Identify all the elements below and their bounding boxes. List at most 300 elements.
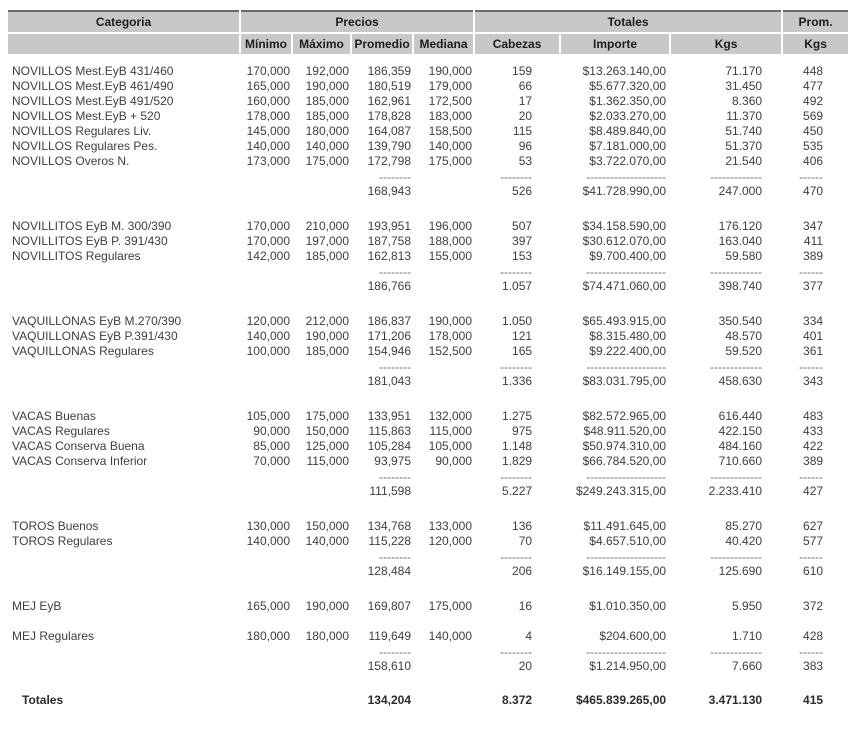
dash-mediana bbox=[413, 359, 474, 374]
category-promedio: 171,206 bbox=[367, 329, 411, 343]
category-prom: 428 bbox=[803, 629, 824, 643]
category-importe: $8.489.840,00 bbox=[589, 124, 667, 138]
subtotal-mediana bbox=[413, 484, 474, 499]
category-categoria: VACAS Conserva Buena bbox=[12, 439, 145, 453]
dash-categoria bbox=[8, 549, 240, 564]
category-minimo: 70,000 bbox=[253, 454, 290, 468]
category-cabezas: 153 bbox=[512, 249, 533, 263]
subtotal-prom: 427 bbox=[803, 484, 824, 498]
category-kgs: 8.360 bbox=[732, 94, 763, 108]
spacer bbox=[8, 54, 848, 64]
category-categoria: VAQUILLONAS EyB M.270/390 bbox=[12, 314, 182, 328]
category-promedio: 180,519 bbox=[367, 79, 411, 93]
category-minimo: 140,000 bbox=[246, 534, 290, 548]
subtotal-importe: $249.243.315,00 bbox=[575, 484, 667, 498]
category-importe: $82.572.965,00 bbox=[582, 409, 667, 423]
subtotal-mediana bbox=[413, 279, 474, 294]
category-row bbox=[8, 64, 848, 79]
category-promedio: 172,798 bbox=[367, 154, 411, 168]
category-minimo: 170,000 bbox=[246, 64, 290, 78]
subtotal-prom: 383 bbox=[803, 659, 824, 673]
subtotal-maximo bbox=[292, 279, 351, 294]
category-cabezas: 975 bbox=[512, 424, 533, 438]
subtotal-categoria bbox=[8, 184, 240, 199]
grand-total-cabezas: 8.372 bbox=[502, 693, 533, 707]
category-row bbox=[8, 454, 848, 469]
header-group-precios: Precios bbox=[240, 11, 474, 33]
dash-kgs: ------------- bbox=[710, 549, 763, 564]
dash-kgs: ------------- bbox=[710, 169, 763, 184]
category-kgs: 163.040 bbox=[718, 234, 763, 248]
category-importe: $5.677.320,00 bbox=[589, 79, 667, 93]
category-promedio: 119,649 bbox=[368, 629, 411, 643]
category-maximo: 150,000 bbox=[305, 519, 349, 533]
category-promedio: 134,768 bbox=[367, 519, 411, 533]
subtotal-row bbox=[8, 564, 848, 579]
spacer bbox=[8, 614, 848, 629]
subtotal-cabezas: 1.057 bbox=[502, 279, 533, 293]
subtotal-kgs: 125.690 bbox=[718, 564, 763, 578]
category-row bbox=[8, 94, 848, 109]
subtotal-minimo bbox=[240, 184, 292, 199]
spacer bbox=[8, 674, 848, 693]
header-group-prom: Prom. bbox=[782, 11, 848, 33]
subtotal-row bbox=[8, 184, 848, 199]
dash-row bbox=[8, 469, 848, 484]
subtotal-promedio: 186,766 bbox=[367, 279, 411, 293]
category-minimo: 140,000 bbox=[246, 329, 290, 343]
category-prom: 492 bbox=[803, 94, 824, 108]
category-prom: 334 bbox=[803, 314, 824, 328]
category-cabezas: 165 bbox=[512, 344, 533, 358]
category-kgs: 51.740 bbox=[725, 124, 763, 138]
price-report-table bbox=[8, 10, 848, 708]
subtotal-cabezas: 5.227 bbox=[502, 484, 533, 498]
subtotal-maximo bbox=[292, 184, 351, 199]
category-prom: 406 bbox=[803, 154, 824, 168]
category-promedio: 115,228 bbox=[368, 534, 411, 548]
category-promedio: 186,359 bbox=[367, 64, 411, 78]
subtotal-kgs: 7.660 bbox=[732, 659, 763, 673]
subtotal-kgs: 398.740 bbox=[718, 279, 763, 293]
dash-maximo bbox=[292, 359, 351, 374]
category-mediana: 172,500 bbox=[428, 94, 473, 108]
category-promedio: 115,863 bbox=[368, 424, 411, 438]
category-cabezas: 70 bbox=[518, 534, 533, 548]
spacer-row bbox=[8, 294, 848, 314]
header-group-row bbox=[8, 11, 848, 33]
category-minimo: 178,000 bbox=[246, 109, 290, 123]
dash-kgs: ------------- bbox=[710, 359, 763, 374]
category-minimo: 160,000 bbox=[246, 94, 290, 108]
category-mediana: 175,000 bbox=[428, 599, 473, 613]
category-importe: $1.010.350,00 bbox=[589, 599, 667, 613]
dash-cabezas: -------- bbox=[500, 359, 533, 374]
grand-total-categoria: Totales bbox=[22, 693, 64, 707]
subtotal-kgs: 458.630 bbox=[718, 374, 763, 388]
dash-maximo bbox=[292, 169, 351, 184]
category-mediana: 132,000 bbox=[428, 409, 473, 423]
category-kgs: 71.170 bbox=[725, 64, 763, 78]
category-minimo: 120,000 bbox=[246, 314, 290, 328]
category-maximo: 210,000 bbox=[305, 219, 349, 233]
category-row bbox=[8, 519, 848, 534]
subtotal-categoria bbox=[8, 374, 240, 389]
dash-maximo bbox=[292, 644, 351, 659]
subtotal-row bbox=[8, 279, 848, 294]
category-kgs: 422.150 bbox=[718, 424, 763, 438]
subtotal-minimo bbox=[240, 374, 292, 389]
subtotal-row bbox=[8, 374, 848, 389]
category-minimo: 85,000 bbox=[253, 439, 290, 453]
category-prom: 411 bbox=[803, 234, 824, 248]
dash-mediana bbox=[413, 169, 474, 184]
category-kgs: 59.520 bbox=[725, 344, 763, 358]
category-importe: $2.033.270,00 bbox=[589, 109, 667, 123]
subtotal-importe: $16.149.155,00 bbox=[582, 564, 667, 578]
table-body bbox=[8, 54, 848, 708]
dash-importe: -------------------- bbox=[586, 644, 667, 659]
category-categoria: VACAS Buenas bbox=[12, 409, 96, 423]
category-categoria: VAQUILLONAS Regulares bbox=[12, 344, 154, 358]
category-mediana: 196,000 bbox=[428, 219, 473, 233]
category-kgs: 48.570 bbox=[725, 329, 763, 343]
dash-minimo bbox=[240, 644, 292, 659]
dash-importe: -------------------- bbox=[586, 169, 667, 184]
category-categoria: VAQUILLONAS EyB P.391/430 bbox=[12, 329, 178, 343]
category-importe: $11.491.645,00 bbox=[583, 519, 667, 533]
category-mediana: 152,500 bbox=[428, 344, 473, 358]
spacer bbox=[8, 499, 848, 519]
subtotal-kgs: 247.000 bbox=[718, 184, 763, 198]
category-kgs: 11.370 bbox=[726, 109, 763, 123]
category-mediana: 133,000 bbox=[428, 519, 473, 533]
category-prom: 372 bbox=[803, 599, 824, 613]
subtotal-minimo bbox=[240, 279, 292, 294]
subtotal-categoria bbox=[8, 659, 240, 674]
category-maximo: 197,000 bbox=[305, 234, 349, 248]
category-prom: 422 bbox=[803, 439, 824, 453]
dash-promedio: -------- bbox=[379, 549, 411, 564]
category-row bbox=[8, 139, 848, 154]
category-categoria: NOVILLITOS Regulares bbox=[12, 249, 141, 263]
category-row bbox=[8, 534, 848, 549]
category-mediana: 105,000 bbox=[428, 439, 473, 453]
subtotal-cabezas: 1.336 bbox=[502, 374, 533, 388]
dash-categoria bbox=[8, 469, 240, 484]
category-categoria: NOVILLITOS EyB P. 391/430 bbox=[12, 234, 168, 248]
category-cabezas: 17 bbox=[518, 94, 533, 108]
grand-total-mediana bbox=[413, 693, 474, 708]
dash-maximo bbox=[292, 549, 351, 564]
spacer-row bbox=[8, 674, 848, 693]
category-cabezas: 96 bbox=[518, 139, 533, 153]
category-row bbox=[8, 629, 848, 644]
category-maximo: 185,000 bbox=[305, 344, 349, 358]
header-categoria-empty bbox=[8, 33, 240, 54]
category-maximo: 192,000 bbox=[305, 64, 349, 78]
dash-minimo bbox=[240, 469, 292, 484]
category-promedio: 187,758 bbox=[367, 234, 411, 248]
category-kgs: 5.950 bbox=[732, 599, 763, 613]
category-maximo: 175,000 bbox=[305, 409, 349, 423]
category-prom: 569 bbox=[803, 109, 824, 123]
category-importe: $9.700.400,00 bbox=[589, 249, 667, 263]
category-categoria: NOVILLOS Mest.EyB 461/490 bbox=[12, 79, 174, 93]
category-importe: $34.158.590,00 bbox=[582, 219, 667, 233]
category-row bbox=[8, 329, 848, 344]
category-categoria: NOVILLOS Regulares Pes. bbox=[12, 139, 158, 153]
category-promedio: 162,813 bbox=[367, 249, 411, 263]
subtotal-maximo bbox=[292, 659, 351, 674]
subtotal-promedio: 181,043 bbox=[367, 374, 411, 388]
category-mediana: 190,000 bbox=[428, 314, 473, 328]
category-minimo: 165,000 bbox=[246, 599, 290, 613]
category-categoria: NOVILLOS Mest.EyB + 520 bbox=[12, 109, 161, 123]
category-importe: $65.493.915,00 bbox=[582, 314, 667, 328]
grand-total-maximo bbox=[292, 693, 351, 708]
subtotal-minimo bbox=[240, 564, 292, 579]
grand-total-promedio: 134,204 bbox=[367, 693, 411, 707]
category-promedio: 154,946 bbox=[367, 344, 411, 358]
dash-kgs: ------------- bbox=[710, 469, 763, 484]
category-cabezas: 507 bbox=[512, 219, 533, 233]
spacer bbox=[8, 579, 848, 599]
header-categoria: Categoria bbox=[8, 11, 240, 33]
category-mediana: 115,000 bbox=[429, 424, 473, 438]
dash-categoria bbox=[8, 169, 240, 184]
spacer bbox=[8, 199, 848, 219]
dash-prom: ------ bbox=[799, 549, 824, 564]
category-kgs: 616.440 bbox=[718, 409, 763, 423]
category-maximo: 185,000 bbox=[305, 94, 349, 108]
category-kgs: 59.580 bbox=[725, 249, 763, 263]
category-prom: 535 bbox=[803, 139, 824, 153]
subtotal-promedio: 158,610 bbox=[367, 659, 411, 673]
category-importe: $7.181.000,00 bbox=[589, 139, 667, 153]
grand-total-prom: 415 bbox=[803, 693, 824, 707]
header-sub-row bbox=[8, 33, 848, 54]
category-maximo: 212,000 bbox=[305, 314, 349, 328]
subtotal-promedio: 111,598 bbox=[369, 484, 411, 498]
category-prom: 347 bbox=[803, 219, 824, 233]
dash-prom: ------ bbox=[799, 264, 824, 279]
subtotal-minimo bbox=[240, 659, 292, 674]
subtotal-minimo bbox=[240, 484, 292, 499]
category-row bbox=[8, 249, 848, 264]
subtotal-categoria bbox=[8, 279, 240, 294]
header-minimo: Mínimo bbox=[240, 33, 292, 54]
dash-cabezas: -------- bbox=[500, 469, 533, 484]
subtotal-mediana bbox=[413, 374, 474, 389]
subtotal-categoria bbox=[8, 484, 240, 499]
category-row bbox=[8, 154, 848, 169]
category-minimo: 145,000 bbox=[246, 124, 290, 138]
category-minimo: 105,000 bbox=[246, 409, 290, 423]
category-mediana: 188,000 bbox=[428, 234, 473, 248]
category-importe: $3.722.070,00 bbox=[589, 154, 667, 168]
category-minimo: 173,000 bbox=[246, 154, 290, 168]
subtotal-importe: $74.471.060,00 bbox=[582, 279, 667, 293]
dash-categoria bbox=[8, 644, 240, 659]
category-prom: 483 bbox=[803, 409, 824, 423]
category-prom: 433 bbox=[803, 424, 824, 438]
category-minimo: 100,000 bbox=[246, 344, 290, 358]
category-kgs: 51.370 bbox=[725, 139, 763, 153]
category-mediana: 158,500 bbox=[428, 124, 473, 138]
category-importe: $1.362.350,00 bbox=[589, 94, 667, 108]
dash-row bbox=[8, 359, 848, 374]
subtotal-mediana bbox=[413, 184, 474, 199]
dash-promedio: -------- bbox=[379, 469, 411, 484]
market-price-report bbox=[8, 10, 856, 708]
category-minimo: 170,000 bbox=[246, 219, 290, 233]
subtotal-row bbox=[8, 484, 848, 499]
category-prom: 389 bbox=[803, 249, 824, 263]
category-categoria: NOVILLOS Overos N. bbox=[12, 154, 130, 168]
subtotal-importe: $83.031.795,00 bbox=[582, 374, 667, 388]
category-maximo: 140,000 bbox=[305, 139, 349, 153]
category-promedio: 93,975 bbox=[374, 454, 411, 468]
dash-kgs: ------------- bbox=[710, 644, 763, 659]
dash-cabezas: -------- bbox=[500, 169, 533, 184]
subtotal-row bbox=[8, 659, 848, 674]
category-cabezas: 1.148 bbox=[502, 439, 533, 453]
category-row bbox=[8, 124, 848, 139]
category-mediana: 120,000 bbox=[428, 534, 473, 548]
dash-prom: ------ bbox=[799, 469, 824, 484]
category-categoria: TOROS Regulares bbox=[12, 534, 113, 548]
dash-row bbox=[8, 644, 848, 659]
category-row bbox=[8, 599, 848, 614]
spacer-row bbox=[8, 54, 848, 64]
category-cabezas: 20 bbox=[518, 109, 533, 123]
category-kgs: 484.160 bbox=[718, 439, 763, 453]
dash-cabezas: -------- bbox=[500, 549, 533, 564]
spacer-row bbox=[8, 389, 848, 409]
header-mediana: Mediana bbox=[413, 33, 474, 54]
dash-promedio: -------- bbox=[379, 264, 411, 279]
category-prom: 450 bbox=[803, 124, 824, 138]
category-maximo: 190,000 bbox=[305, 329, 349, 343]
category-promedio: 139,790 bbox=[367, 139, 411, 153]
category-cabezas: 1.050 bbox=[502, 314, 533, 328]
subtotal-prom: 470 bbox=[803, 184, 824, 198]
category-categoria: NOVILLOS Mest.EyB 431/460 bbox=[12, 64, 174, 78]
category-maximo: 125,000 bbox=[305, 439, 349, 453]
dash-mediana bbox=[413, 469, 474, 484]
dash-minimo bbox=[240, 264, 292, 279]
dash-categoria bbox=[8, 264, 240, 279]
dash-importe: -------------------- bbox=[586, 549, 667, 564]
category-categoria: MEJ Regulares bbox=[12, 629, 95, 643]
subtotal-cabezas: 526 bbox=[512, 184, 533, 198]
subtotal-maximo bbox=[292, 484, 351, 499]
subtotal-mediana bbox=[413, 659, 474, 674]
category-importe: $13.263.140,00 bbox=[582, 64, 667, 78]
category-row bbox=[8, 409, 848, 424]
spacer bbox=[8, 294, 848, 314]
category-importe: $4.657.510,00 bbox=[589, 534, 667, 548]
category-mediana: 179,000 bbox=[428, 79, 473, 93]
subtotal-prom: 343 bbox=[803, 374, 824, 388]
category-prom: 477 bbox=[803, 79, 824, 93]
category-maximo: 115,000 bbox=[306, 454, 349, 468]
category-promedio: 162,961 bbox=[367, 94, 411, 108]
category-mediana: 90,000 bbox=[435, 454, 473, 468]
category-mediana: 183,000 bbox=[428, 109, 473, 123]
subtotal-promedio: 128,484 bbox=[367, 564, 411, 578]
category-row bbox=[8, 439, 848, 454]
header-cabezas: Cabezas bbox=[474, 33, 560, 54]
subtotal-mediana bbox=[413, 564, 474, 579]
category-cabezas: 1.275 bbox=[502, 409, 533, 423]
subtotal-importe: $1.214.950,00 bbox=[589, 659, 667, 673]
spacer bbox=[8, 389, 848, 409]
category-categoria: TOROS Buenos bbox=[12, 519, 99, 533]
category-importe: $48.911.520,00 bbox=[583, 424, 667, 438]
category-promedio: 178,828 bbox=[367, 109, 411, 123]
category-kgs: 31.450 bbox=[725, 79, 763, 93]
category-categoria: NOVILLITOS EyB M. 300/390 bbox=[12, 219, 172, 233]
dash-row bbox=[8, 264, 848, 279]
category-cabezas: 121 bbox=[512, 329, 533, 343]
spacer-row bbox=[8, 614, 848, 629]
category-kgs: 176.120 bbox=[718, 219, 763, 233]
table-header bbox=[8, 11, 848, 54]
category-cabezas: 159 bbox=[512, 64, 533, 78]
category-minimo: 165,000 bbox=[246, 79, 290, 93]
category-mediana: 140,000 bbox=[428, 139, 473, 153]
category-maximo: 185,000 bbox=[305, 109, 349, 123]
dash-maximo bbox=[292, 469, 351, 484]
subtotal-importe: $41.728.990,00 bbox=[582, 184, 667, 198]
category-categoria: MEJ EyB bbox=[12, 599, 62, 613]
category-cabezas: 53 bbox=[518, 154, 533, 168]
category-cabezas: 16 bbox=[518, 599, 533, 613]
category-maximo: 190,000 bbox=[305, 79, 349, 93]
category-kgs: 85.270 bbox=[725, 519, 763, 533]
dash-importe: -------------------- bbox=[586, 264, 667, 279]
dash-mediana bbox=[413, 549, 474, 564]
category-row bbox=[8, 234, 848, 249]
dash-promedio: -------- bbox=[379, 644, 411, 659]
category-maximo: 180,000 bbox=[305, 124, 349, 138]
category-kgs: 710.660 bbox=[718, 454, 763, 468]
subtotal-cabezas: 206 bbox=[512, 564, 533, 578]
subtotal-promedio: 168,943 bbox=[367, 184, 411, 198]
header-importe: Importe bbox=[560, 33, 670, 54]
category-importe: $50.974.310,00 bbox=[582, 439, 667, 453]
category-cabezas: 66 bbox=[518, 79, 533, 93]
category-importe: $204.600,00 bbox=[599, 629, 667, 643]
category-cabezas: 397 bbox=[512, 234, 533, 248]
category-importe: $30.612.070,00 bbox=[582, 234, 667, 248]
header-prom-kgs: Kgs bbox=[782, 33, 848, 54]
dash-cabezas: -------- bbox=[500, 644, 533, 659]
dash-importe: -------------------- bbox=[586, 359, 667, 374]
category-mediana: 155,000 bbox=[428, 249, 473, 263]
subtotal-maximo bbox=[292, 564, 351, 579]
category-row bbox=[8, 79, 848, 94]
category-importe: $8.315.480,00 bbox=[589, 329, 667, 343]
header-promedio: Promedio bbox=[351, 33, 413, 54]
category-minimo: 130,000 bbox=[246, 519, 290, 533]
category-cabezas: 136 bbox=[512, 519, 533, 533]
dash-row bbox=[8, 549, 848, 564]
category-maximo: 180,000 bbox=[305, 629, 349, 643]
category-promedio: 186,837 bbox=[367, 314, 411, 328]
